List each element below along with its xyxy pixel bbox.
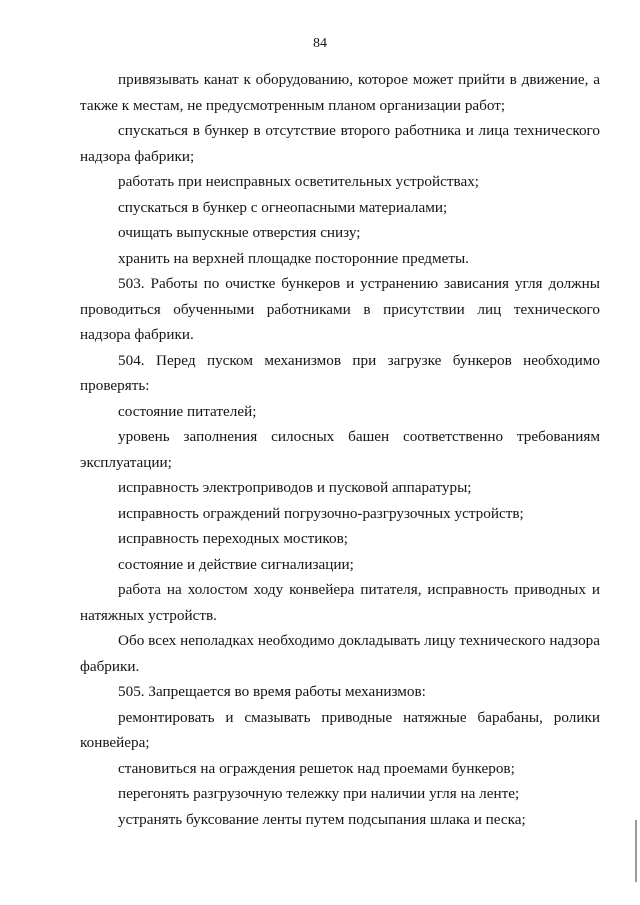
paragraph: ремонтировать и смазывать приводные натяжные барабаны, ролики конвейера;: [80, 708, 600, 751]
body-text: [80, 67, 600, 832]
paragraph: исправность ограждений погрузочно-разгрузочных устройств;: [118, 504, 524, 522]
paragraph: устранять буксование ленты путем подсыпания шлака и песка;: [118, 810, 526, 828]
paragraph: исправность переходных мостиков;: [118, 530, 349, 547]
paragraph: перегонять разгрузочную тележку при наличии угля на ленте;: [118, 785, 520, 802]
paragraph: Обо всех неполадках необходимо докладывать лицу технического надзора фабрики.: [80, 632, 600, 675]
paragraph: состояние питателей;: [118, 402, 257, 420]
paragraph: привязывать канат к оборудованию, которое может прийти в движение, а также к местам, не предусмотренным планом организации работ;: [80, 71, 600, 114]
paragraph: исправность электроприводов и пусковой аппаратуры;: [118, 479, 472, 496]
paragraph: становиться на ограждения решеток над проемами бункеров;: [118, 759, 515, 777]
paragraph: хранить на верхней площадке посторонние предметы.: [118, 249, 469, 267]
paragraph: спускаться в бункер в отсутствие второго работника и лица технического надзора фабрики;: [80, 122, 600, 165]
paragraph: 505. Запрещается во время работы механизмов:: [118, 683, 426, 700]
paragraph: работать при неисправных осветительных устройствах;: [118, 173, 480, 190]
paragraph: уровень заполнения силосных башен соответственно требованиям эксплуатации;: [80, 428, 600, 471]
paragraph: спускаться в бункер с огнеопасными материалами;: [118, 198, 448, 216]
paragraph: работа на холостом ходу конвейера питателя, исправность приводных и натяжных устройств.: [80, 581, 600, 624]
paragraph: очищать выпускные отверстия снизу;: [118, 224, 361, 241]
page-number: 84: [313, 36, 327, 51]
paragraph: 503. Работы по очистке бункеров и устранению зависания угля должны проводиться обученными работниками в присутствии лиц технического надзора фабрики.: [80, 275, 600, 343]
scan-edge-mark: [635, 820, 637, 882]
paragraph: 504. Перед пуском механизмов при загрузке бункеров необходимо проверять:: [80, 351, 600, 394]
paragraph: состояние и действие сигнализации;: [118, 555, 354, 573]
